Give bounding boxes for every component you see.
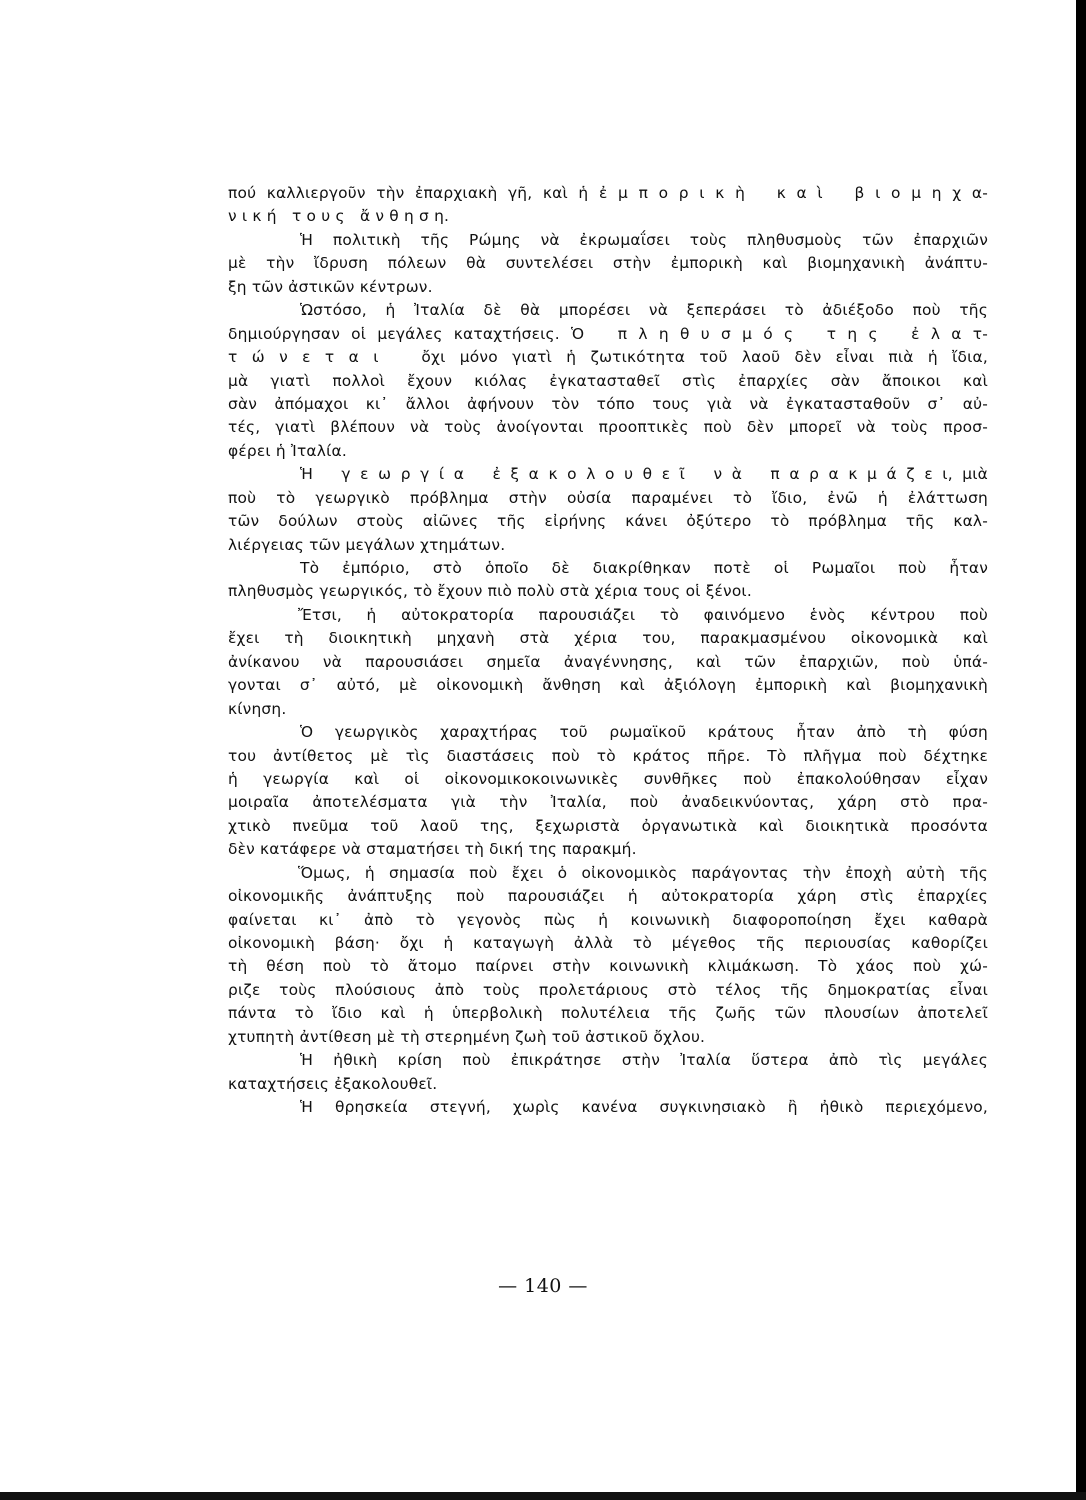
text-line: κίνηση.	[228, 699, 287, 718]
paragraph-start: Ἡ γ ε ω ρ γ ί α ἐ ξ α κ ο λ ο υ θ ε ῖ ν ὰ π α ρ α κ μ ά ζ ε ι, μιὰ	[300, 465, 988, 484]
text-line: πού καλλιεργοῦν τὴν ἐπαρχιακὴ γῆ, καὶ ἡ ἐ μ π ο ρ ι κ ὴ κ α ὶ β ι ο μ η χ α-	[228, 184, 988, 202]
paragraph-start: Τὸ ἐμπόριο, στὸ ὁποῖο δὲ διακρίθηκαν ποτὲ οἱ Ρωμαῖοι ποὺ ἦταν	[300, 559, 988, 577]
text-line: του ἀντίθετος μὲ τὶς διαστάσεις ποὺ τὸ κράτος πῆρε. Τὸ πλῆγμα ποὺ δέχτηκε	[228, 746, 988, 765]
body-text	[228, 182, 988, 1120]
text-line: μὰ γιατὶ πολλοὶ ἔχουν κιόλας ἐγκατασταθεῖ στὶς ἐπαρχίες σὰν ἄποικοι καὶ	[228, 371, 988, 390]
text-line: πάντα τὸ ἴδιο καὶ ἡ ὑπερβολικὴ πολυτέλεια τῆς ζωῆς τῶν πλουσίων ἀποτελεῖ	[228, 1004, 988, 1023]
paragraph-start: Ὁ γεωργικὸς χαραχτήρας τοῦ ρωμαϊκοῦ κράτους ἦταν ἀπὸ τὴ φύση	[300, 723, 988, 742]
text-line: τ ώ ν ε τ α ι ὄχι μόνο γιατὶ ἡ ζωτικότητα τοῦ λαοῦ δὲν εἶναι πιὰ ἡ ἴδια,	[228, 348, 988, 367]
text-line: ἀνίκανου νὰ παρουσιάσει σημεῖα ἀναγέννησης, καὶ τῶν ἐπαρχιῶν, ποὺ ὑπά-	[228, 652, 988, 671]
text-line: δὲν κατάφερε νὰ σταματήσει τὴ δική της παρακμή.	[228, 840, 637, 859]
page-number: — 140 —	[498, 1275, 588, 1297]
text-line: φέρει ἡ Ἰταλία.	[228, 441, 347, 460]
text-line: φαίνεται κι᾽ ἀπὸ τὸ γεγονὸς πὼς ἡ κοινωνικὴ διαφοροποίηση ἔχει καθαρὰ	[228, 910, 988, 929]
text-line: δημιούργησαν οἱ μεγάλες καταχτήσεις. Ὁ π λ η θ υ σ μ ό ς τ η ς ἐ λ α τ-	[228, 324, 988, 343]
text-line: τές, γιατὶ βλέπουν νὰ τοὺς ἀνοίγονται προοπτικὲς ποὺ δὲν μπορεῖ νὰ τοὺς προσ-	[228, 418, 988, 437]
text-line: ριζε τοὺς πλούσιους ἀπὸ τοὺς προλετάριους στὸ τέλος τῆς δημοκρατίας εἶναι	[228, 980, 988, 999]
text-line: οἰκονομικὴ βάση· ὄχι ἡ καταγωγὴ ἀλλὰ τὸ μέγεθος τῆς περιουσίας καθορίζει	[228, 934, 988, 952]
text-line: τῶν δούλων στοὺς αἰῶνες τῆς εἰρήνης κάνει ὀξύτερο τὸ πρόβλημα τῆς καλ-	[228, 512, 988, 531]
text-line: σὰν ἀπόμαχοι κι᾽ ἄλλοι ἀφήνουν τὸν τόπο τους γιὰ νὰ ἐγκατασταθοῦν σ᾽ αὐ-	[228, 394, 988, 413]
paragraph-start: Ἔτσι, ἡ αὐτοκρατορία παρουσιάζει τὸ φαινόμενο ἑνὸς κέντρου ποὺ	[298, 605, 988, 624]
text-line: ξη τῶν ἀστικῶν κέντρων.	[228, 277, 433, 296]
text-line: λιέργειας τῶν μεγάλων χτημάτων.	[228, 535, 506, 554]
text-line: ἡ γεωργία καὶ οἱ οἰκονομικοκοινωνικὲς συνθῆκες ποὺ ἐπακολούθησαν εἶχαν	[228, 769, 988, 788]
text-line: ἔχει τὴ διοικητικὴ μηχανὴ στὰ χέρια του, παρακμασμένου οἰκονομικὰ καὶ	[228, 629, 988, 648]
text-line: χτυπητὴ ἀντίθεση μὲ τὴ στερημένη ζωὴ τοῦ ἀστικοῦ ὄχλου.	[228, 1027, 706, 1046]
text-line: ποὺ τὸ γεωργικὸ πρόβλημα στὴν οὐσία παραμένει τὸ ἴδιο, ἐνῶ ἡ ἐλάττωση	[228, 488, 988, 507]
paragraph-start: Ὡστόσο, ἡ Ἰταλία δὲ θὰ μπορέσει νὰ ξεπεράσει τὸ ἀδιέξοδο ποὺ τῆς	[300, 301, 988, 320]
text-line: ν ι κ ή τ ο υ ς ἄ ν θ η σ η.	[228, 207, 450, 226]
text-line: μοιραῖα ἀποτελέσματα γιὰ τὴν Ἰταλία, ποὺ ἀναδεικνύοντας, χάρη στὸ πρα-	[228, 793, 988, 812]
paragraph-start: Ὅμως, ἡ σημασία ποὺ ἔχει ὁ οἰκονομικὸς παράγοντας τὴν ἐποχὴ αὐτὴ τῆς	[298, 863, 988, 882]
text-line: χτικὸ πνεῦμα τοῦ λαοῦ της, ξεχωριστὰ ὀργανωτικὰ καὶ διοικητικὰ προσόντα	[228, 816, 988, 835]
text-line: πληθυσμὸς γεωργικός, τὸ ἔχουν πιὸ πολὺ στὰ χέρια τους οἱ ξένοι.	[228, 582, 752, 601]
text-line: μὲ τὴν ἴδρυση πόλεων θὰ συντελέσει στὴν ἐμπορικὴ καὶ βιομηχανικὴ ἀνάπτυ-	[228, 254, 988, 273]
scan-edge-right	[1076, 0, 1086, 1500]
text-line: οἰκονομικῆς ἀνάπτυξης ποὺ παρουσιάζει ἡ αὐτοκρατορία χάρη στὶς ἐπαρχίες	[228, 887, 988, 906]
paragraph-start: Ἡ ἠθικὴ κρίση ποὺ ἐπικράτησε στὴν Ἰταλία ὕστερα ἀπὸ τὶς μεγάλες	[300, 1051, 988, 1070]
paragraph-start: Ἡ πολιτικὴ τῆς Ρώμης νὰ ἐκρωμαΐσει τοὺς πληθυσμοὺς τῶν ἐπαρχιῶν	[300, 230, 988, 249]
scan-edge-bottom	[0, 1492, 1086, 1500]
text-line: τὴ θέση ποὺ τὸ ἄτομο παίρνει στὴν κοινωνικὴ κλιμάκωση. Τὸ χάος ποὺ χώ-	[228, 957, 988, 976]
paragraph-start: Ἡ θρησκεία στεγνή, χωρὶς κανένα συγκινησιακὸ ἢ ἠθικὸ περιεχόμενο,	[300, 1098, 988, 1117]
text-line: γονται σ᾽ αὐτό, μὲ οἰκονομικὴ ἄνθηση καὶ ἀξιόλογη ἐμπορικὴ καὶ βιομηχανικὴ	[228, 676, 988, 695]
text-line: καταχτήσεις ἐξακολουθεῖ.	[228, 1074, 438, 1093]
